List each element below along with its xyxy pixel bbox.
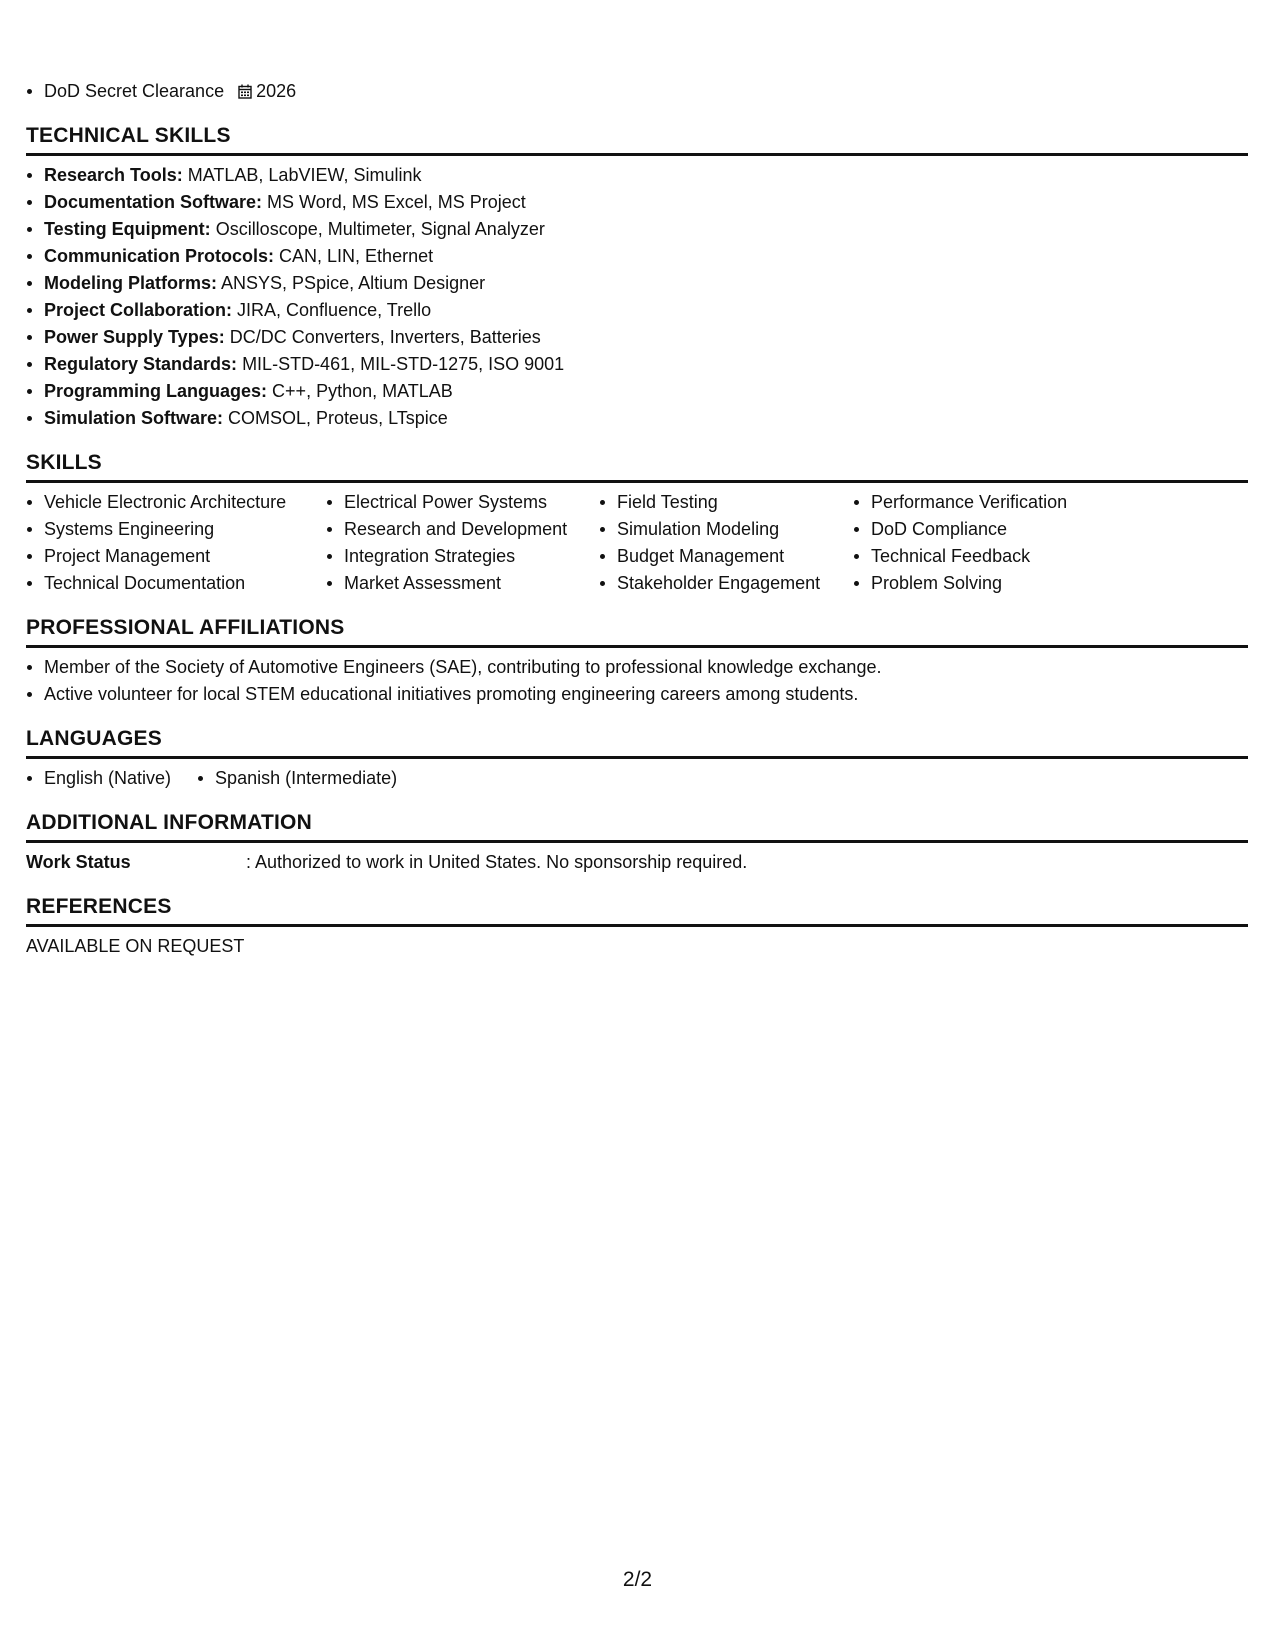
skill-item: Technical Documentation [26,570,326,597]
technical-skill-item [26,162,1248,189]
technical-skill-value: MIL-STD-461, MIL-STD-1275, ISO 9001 [242,354,565,374]
technical-skill-item [26,270,1248,297]
technical-skill-value: COMSOL, Proteus, LTspice [228,408,448,428]
technical-skill-value: DC/DC Converters, Inverters, Batteries [229,327,541,347]
affiliations-list [26,654,1248,708]
technical-skill-item [26,189,1248,216]
affiliation-item: Member of the Society of Automotive Engineers (SAE), contributing to professional knowledge exchange. [26,654,1248,681]
technical-skill-label: Regulatory Standards: [44,354,238,374]
technical-skill-item [26,243,1248,270]
skills-heading: SKILLS [26,450,1248,483]
affiliation-item: Active volunteer for local STEM educational initiatives promoting engineering careers among students. [26,681,1248,708]
technical-skill-value: C++, Python, MATLAB [272,381,453,401]
technical-skill-item [26,351,1248,378]
additional-info-heading: ADDITIONAL INFORMATION [26,810,1248,843]
skill-item: Simulation Modeling [599,516,853,543]
technical-skills-list [26,162,1248,432]
technical-skill-item [26,405,1248,432]
technical-skill-value: ANSYS, PSpice, Altium Designer [221,273,486,293]
technical-skill-label: Power Supply Types: [44,327,225,347]
skill-item: Budget Management [599,543,853,570]
affiliations-heading: PROFESSIONAL AFFILIATIONS [26,615,1248,648]
calendar-icon [238,84,252,99]
skill-item: Technical Feedback [853,543,1153,570]
technical-skill-label: Communication Protocols: [44,246,275,266]
technical-skill-label: Modeling Platforms: [44,273,218,293]
certification-year: 2026 [256,81,297,101]
technical-skill-item [26,216,1248,243]
technical-skill-label: Documentation Software: [44,192,263,212]
skill-item: Electrical Power Systems [326,489,599,516]
skill-item: Research and Development [326,516,599,543]
certification-list [26,78,1248,105]
certification-name: DoD Secret Clearance [44,81,225,101]
skill-item: Performance Verification [853,489,1153,516]
technical-skill-value: MATLAB, LabVIEW, Simulink [187,165,422,185]
skills-grid [26,489,1248,597]
skills-column [853,489,1153,597]
skill-item: Project Management [26,543,326,570]
skill-item: Integration Strategies [326,543,599,570]
resume-page [26,78,1248,960]
skill-item: Market Assessment [326,570,599,597]
language-item: Spanish (Intermediate) [197,765,397,792]
technical-skill-label: Testing Equipment: [44,219,211,239]
technical-skill-value: MS Word, MS Excel, MS Project [267,192,526,212]
references-heading: REFERENCES [26,894,1248,927]
skills-column [326,489,599,597]
technical-skill-value: JIRA, Confluence, Trello [237,300,432,320]
skill-item: DoD Compliance [853,516,1153,543]
technical-skills-heading: TECHNICAL SKILLS [26,123,1248,156]
technical-skill-value: Oscilloscope, Multimeter, Signal Analyzer [215,219,545,239]
page-number: 2/2 [622,1568,653,1591]
technical-skill-label: Project Collaboration: [44,300,233,320]
technical-skill-value: CAN, LIN, Ethernet [279,246,434,266]
skill-item: Field Testing [599,489,853,516]
skill-item: Vehicle Electronic Architecture [26,489,326,516]
skills-column [599,489,853,597]
references-text: AVAILABLE ON REQUEST [26,936,245,956]
technical-skill-item [26,378,1248,405]
languages-heading: LANGUAGES [26,726,1248,759]
technical-skill-label: Research Tools: [44,165,183,185]
technical-skill-item [26,297,1248,324]
technical-skill-label: Simulation Software: [44,408,224,428]
skills-column [26,489,326,597]
skill-item: Problem Solving [853,570,1153,597]
skill-item: Systems Engineering [26,516,326,543]
work-status-value: : Authorized to work in United States. No sponsorship required. [246,852,748,872]
technical-skill-item [26,324,1248,351]
technical-skill-label: Programming Languages: [44,381,268,401]
skill-item: Stakeholder Engagement [599,570,853,597]
language-item: English (Native) [26,765,171,792]
certification-item [26,78,1248,105]
work-status-row [26,849,1248,876]
languages-list [26,765,1248,792]
work-status-label: Work Status [26,852,131,872]
